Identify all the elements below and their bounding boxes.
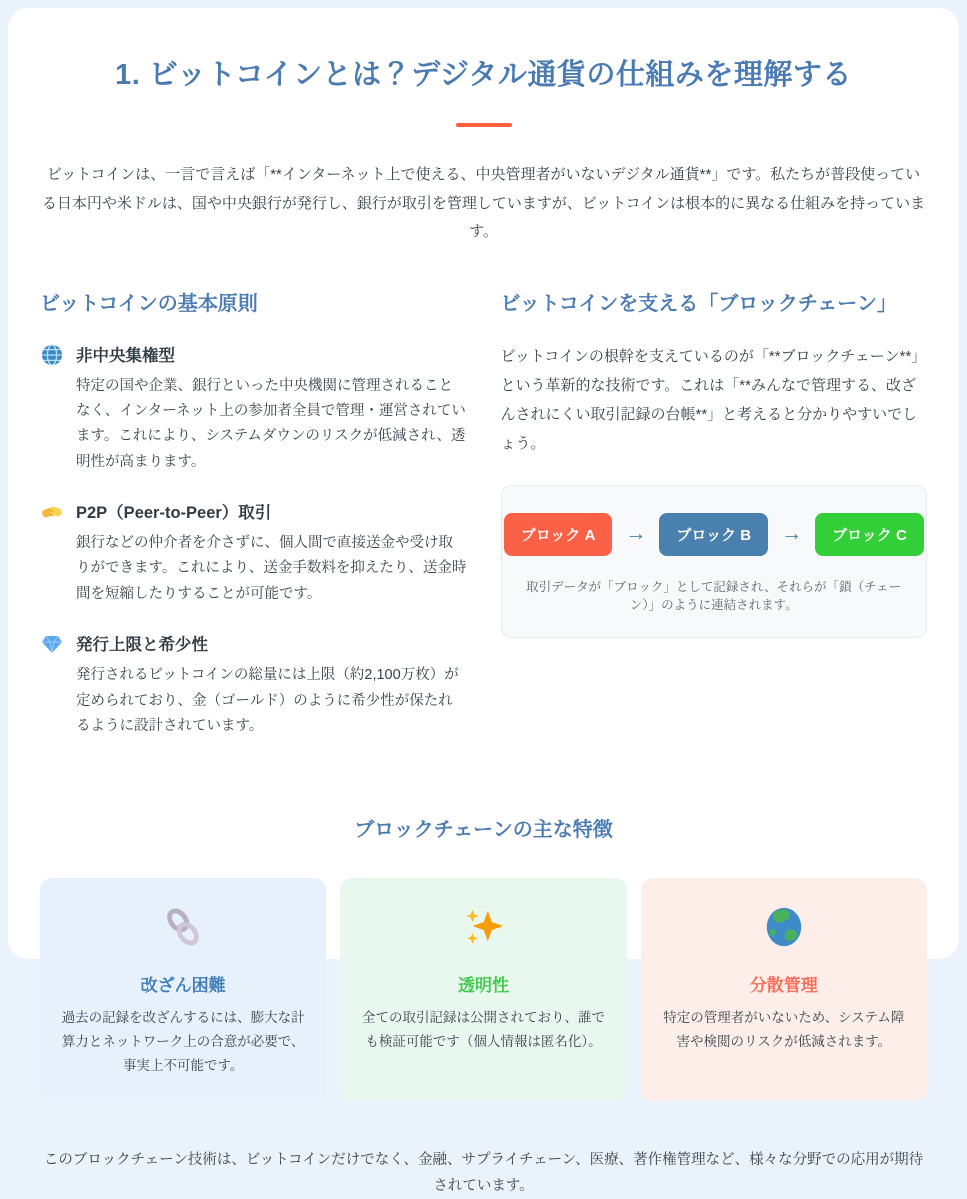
blockchain-diagram bbox=[501, 485, 928, 638]
principle-title: P2P（Peer-to-Peer）取引 bbox=[76, 504, 272, 522]
handshake-icon bbox=[40, 500, 64, 524]
gem-icon bbox=[40, 632, 64, 656]
block-chain-row bbox=[516, 513, 913, 556]
feature-body: 過去の記録を改ざんするには、膨大な計算力とネットワーク上の合意が必要で、事実上不可能です。 bbox=[61, 1010, 305, 1073]
diagram-caption: 取引データが「ブロック」として記録され、それらが「鎖（チェーン）」のように連結されます。 bbox=[526, 579, 902, 612]
list-item-text bbox=[76, 342, 467, 476]
principle-title: 発行上限と希少性 bbox=[76, 636, 208, 655]
principle-body: 銀行などの仲介者を介さずに、個人間で直接送金や受け取りができます。これにより、送金手数料を抑えたり、送金時間を短縮したりすることが可能です。 bbox=[76, 535, 467, 602]
feature-title: 透明性 bbox=[457, 976, 509, 996]
title-divider bbox=[456, 123, 512, 127]
feature-body: 全ての取引記録は公開されており、誰でも検証可能です（個人情報は匿名化）。 bbox=[361, 1010, 605, 1049]
list-item bbox=[40, 499, 467, 607]
arrow-right-icon: → bbox=[781, 522, 803, 545]
block-c: ブロック C bbox=[815, 513, 924, 556]
two-column-section bbox=[40, 287, 927, 764]
arrow-right-icon: → bbox=[625, 522, 647, 545]
sparkles-icon bbox=[460, 904, 506, 950]
block-a: ブロック A bbox=[504, 513, 613, 556]
list-item bbox=[40, 631, 467, 739]
feature-title: 分散管理 bbox=[749, 976, 818, 996]
feature-card-decentralization bbox=[641, 878, 927, 1101]
intro-paragraph: ビットコインは、一言で言えば「**インターネット上で使える、中央管理者がいないデジタル通貨**」です。私たちが普段使っている日本円や米ドルは、国や中央銀行が発行し、銀行が取引を管理していますが、ビットコインは根本的に異なる仕組みを持っています。 bbox=[41, 166, 926, 240]
globe-icon bbox=[40, 343, 64, 367]
block-b: ブロック B bbox=[659, 513, 768, 556]
principle-body: 発行されるビットコインの総量には上限（約2,100万枚）が定められており、金（ゴールド）のように希少性が保たれるように設計されています。 bbox=[76, 667, 459, 734]
features-heading: ブロックチェーンの主な特徴 bbox=[354, 819, 613, 842]
blockchain-heading: ビットコインを支える「ブロックチェーン」 bbox=[500, 292, 897, 315]
blockchain-column bbox=[501, 287, 928, 764]
principles-column bbox=[40, 287, 467, 764]
feature-card-transparency bbox=[340, 878, 626, 1101]
list-item bbox=[40, 342, 467, 476]
feature-card-immutability bbox=[40, 878, 326, 1101]
blockchain-paragraph: ビットコインの根幹を支えているのが「**ブロックチェーン**」という革新的な技術です。これは「**みんなで管理する、改ざんされにくい取引記録の台帳**」と考えると分かりやすいでしょう。 bbox=[500, 347, 927, 453]
feature-cards-row bbox=[40, 878, 927, 1101]
list-item-text bbox=[76, 631, 467, 739]
principle-title: 非中央集権型 bbox=[76, 346, 175, 365]
principles-heading: ビットコインの基本原則 bbox=[40, 292, 258, 315]
feature-body: 特定の管理者がいないため、システム障害や検閲のリスクが低減されます。 bbox=[663, 1010, 905, 1049]
earth-icon bbox=[761, 904, 807, 950]
link-icon bbox=[160, 904, 206, 950]
feature-title: 改ざん困難 bbox=[140, 976, 226, 996]
closing-paragraph: このブロックチェーン技術は、ビットコインだけでなく、金融、サプライチェーン、医療、著作権管理など、様々な分野での応用が期待されています。 bbox=[43, 1152, 924, 1195]
list-item-text bbox=[76, 499, 467, 607]
page-title: 1. ビットコインとは？デジタル通貨の仕組みを理解する bbox=[115, 59, 852, 91]
content-card bbox=[8, 8, 959, 1195]
principle-body: 特定の国や企業、銀行といった中央機関に管理されることなく、インターネット上の参加者全員で管理・運営されています。これにより、システムダウンのリスクが低減され、透明性が高まります。 bbox=[76, 377, 466, 470]
